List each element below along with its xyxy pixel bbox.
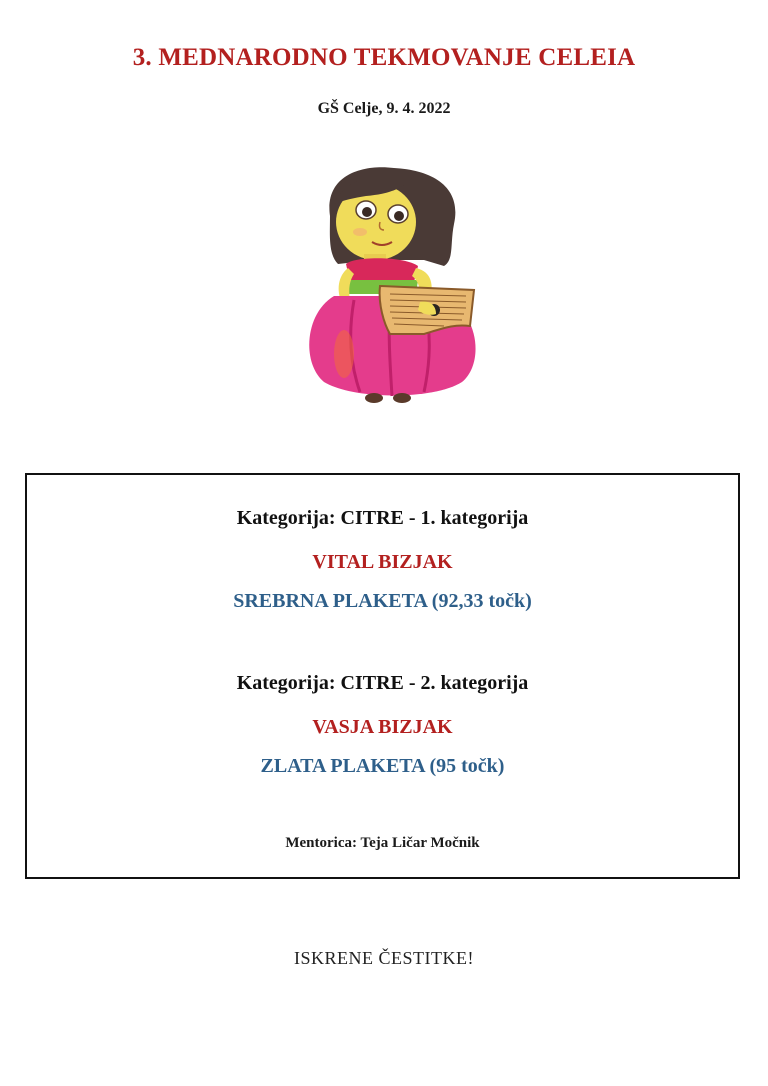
award-result-1: SREBRNA PLAKETA (92,33 točk)	[233, 590, 532, 612]
mentor-line: Mentorica: Teja Ličar Močnik	[285, 835, 480, 851]
zither-girl-illustration	[294, 164, 494, 404]
congratulations-text: ISKRENE ČESTITKE!	[294, 948, 474, 968]
competitor-name-1: VITAL BIZJAK	[312, 551, 453, 573]
category-label-2: Kategorija: CITRE - 2. kategorija	[236, 672, 529, 694]
event-location-date: GŠ Celje, 9. 4. 2022	[317, 100, 451, 117]
competitor-name-2: VASJA BIZJAK	[312, 716, 453, 738]
results-box	[25, 473, 740, 879]
category-label-1: Kategorija: CITRE - 1. kategorija	[236, 507, 529, 529]
page-title: 3. MEDNARODNO TEKMOVANJE CELEIA	[132, 44, 636, 71]
award-result-2: ZLATA PLAKETA (95 točk)	[260, 755, 505, 777]
